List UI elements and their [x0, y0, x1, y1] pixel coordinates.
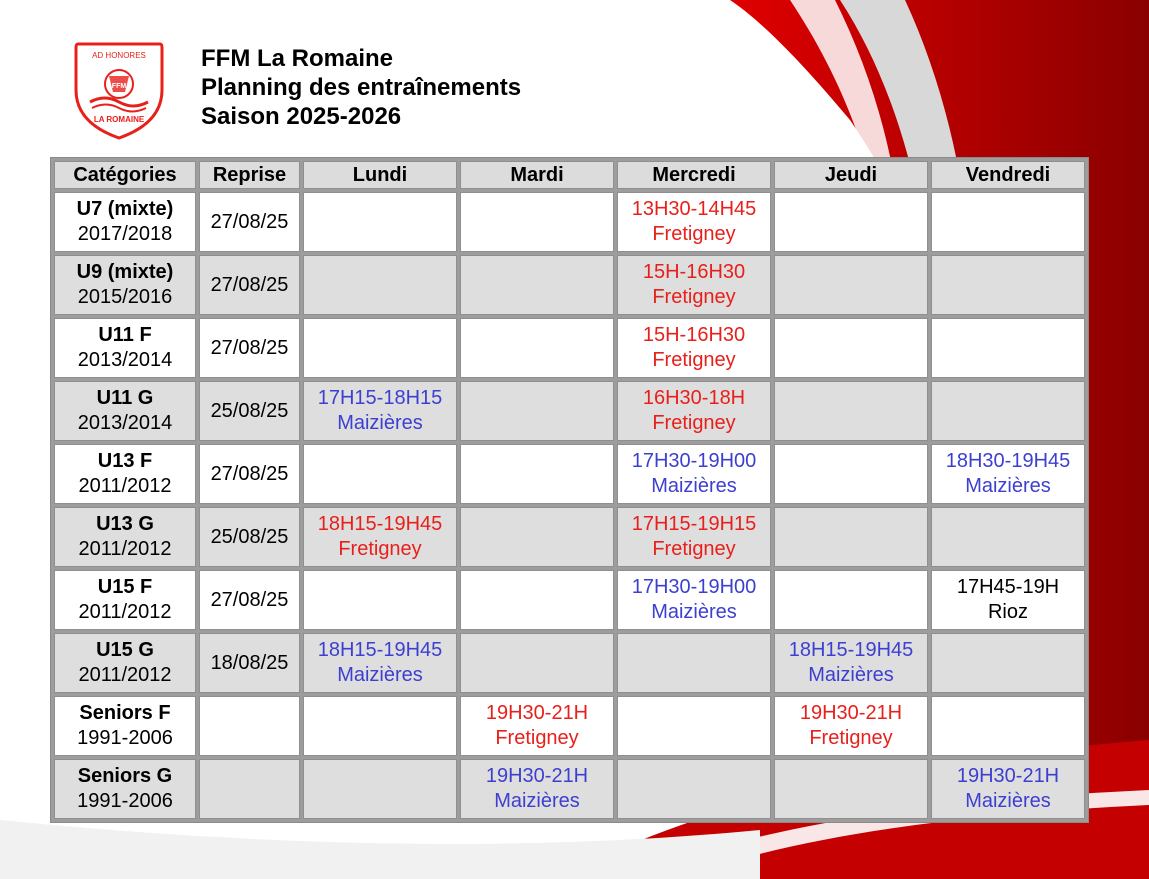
table-row: [54, 444, 1085, 504]
category-years: 2011/2012: [78, 475, 172, 497]
slot-time: 19H30-21H: [799, 702, 903, 724]
reprise-cell: 27/08/25: [199, 255, 300, 315]
col-header-mercredi: Mercredi: [617, 161, 771, 189]
slot-mercredi: [617, 633, 771, 693]
reprise-cell: 27/08/25: [199, 318, 300, 378]
season-label: Saison 2025-2026: [201, 103, 402, 130]
slot-time: 19H30-21H: [485, 702, 589, 724]
slot-mardi: [460, 759, 614, 819]
slot-time: 17H30-19H00: [631, 576, 757, 598]
reprise-cell: 27/08/25: [199, 570, 300, 630]
reprise-cell: 27/08/25: [199, 192, 300, 252]
table-row: [54, 759, 1085, 819]
category-cell: [54, 570, 196, 630]
category-cell: [54, 255, 196, 315]
slot-lundi: [303, 633, 457, 693]
slot-jeudi: [774, 255, 928, 315]
slot-mardi: [460, 255, 614, 315]
slot-vendredi: [931, 318, 1085, 378]
category-years: 2017/2018: [77, 223, 173, 245]
table-row: [54, 696, 1085, 756]
category-name: U11 G: [96, 387, 154, 409]
category-years: 2013/2014: [77, 412, 173, 434]
slot-place: Maizières: [808, 664, 894, 686]
slot-vendredi: [931, 255, 1085, 315]
slot-mercredi: [617, 255, 771, 315]
category-name: Seniors G: [77, 765, 173, 787]
col-header-jeudi: Jeudi: [774, 161, 928, 189]
table-row: [54, 507, 1085, 567]
slot-time: 16H30-18H: [642, 387, 746, 409]
reprise-cell: 25/08/25: [199, 381, 300, 441]
slot-mercredi: [617, 444, 771, 504]
slot-place: Maizières: [965, 790, 1051, 812]
reprise-cell: 27/08/25: [199, 444, 300, 504]
table-row: [54, 381, 1085, 441]
slot-place: Maizières: [651, 475, 737, 497]
slot-jeudi: [774, 570, 928, 630]
category-years: 1991-2006: [77, 727, 173, 749]
col-header-reprise: Reprise: [199, 161, 300, 189]
slot-vendredi: [931, 381, 1085, 441]
slot-vendredi: [931, 570, 1085, 630]
slot-vendredi: [931, 696, 1085, 756]
slot-place: Maizières: [494, 790, 580, 812]
club-logo: [70, 38, 168, 142]
slot-lundi: [303, 570, 457, 630]
slot-jeudi: [774, 192, 928, 252]
slot-place: Fretigney: [338, 538, 422, 560]
slot-time: 18H30-19H45: [945, 450, 1071, 472]
category-name: Seniors F: [79, 702, 171, 724]
slot-lundi: [303, 507, 457, 567]
category-years: 2015/2016: [77, 286, 173, 308]
slot-mardi: [460, 444, 614, 504]
col-header-lundi: Lundi: [303, 161, 457, 189]
table-row: [54, 633, 1085, 693]
slot-place: Fretigney: [809, 727, 893, 749]
club-name: FFM La Romaine: [201, 45, 394, 72]
col-header-vendredi: Vendredi: [931, 161, 1085, 189]
category-name: U13 F: [97, 450, 153, 472]
slot-time: 19H30-21H: [956, 765, 1060, 787]
table-row: [54, 570, 1085, 630]
reprise-cell: 25/08/25: [199, 507, 300, 567]
slot-time: 15H-16H30: [642, 261, 746, 283]
slot-vendredi: [931, 633, 1085, 693]
slot-mardi: [460, 507, 614, 567]
slot-time: 18H15-19H45: [317, 513, 443, 535]
reprise-cell: [199, 759, 300, 819]
slot-place: Maizières: [337, 412, 423, 434]
slot-mercredi: [617, 507, 771, 567]
category-years: 2013/2014: [77, 349, 173, 371]
slot-lundi: [303, 318, 457, 378]
category-years: 2011/2012: [78, 664, 172, 686]
slot-place: Fretigney: [652, 412, 736, 434]
slot-mardi: [460, 570, 614, 630]
slot-time: 17H15-18H15: [317, 387, 443, 409]
slot-time: 17H15-19H15: [631, 513, 757, 535]
slot-mercredi: [617, 570, 771, 630]
slot-lundi: [303, 255, 457, 315]
table-row: [54, 318, 1085, 378]
slot-time: 17H45-19H: [956, 576, 1060, 598]
reprise-cell: [199, 696, 300, 756]
table-header-row: [54, 161, 1085, 189]
slot-jeudi: [774, 633, 928, 693]
category-years: 2011/2012: [78, 601, 172, 623]
slot-place: Fretigney: [652, 349, 736, 371]
page-title: Planning des entraînements: [201, 74, 522, 101]
slot-lundi: [303, 192, 457, 252]
slot-mardi: [460, 633, 614, 693]
slot-mardi: [460, 192, 614, 252]
slot-time: 15H-16H30: [642, 324, 746, 346]
logo-bottom-text: LA ROMAINE: [93, 115, 145, 124]
slot-lundi: [303, 381, 457, 441]
slot-jeudi: [774, 318, 928, 378]
category-cell: [54, 192, 196, 252]
slot-time: 18H15-19H45: [317, 639, 443, 661]
category-name: U15 G: [96, 639, 154, 661]
category-name: U7 (mixte): [76, 198, 174, 220]
slot-lundi: [303, 444, 457, 504]
category-name: U11 F: [98, 324, 152, 346]
category-years: 1991-2006: [77, 790, 173, 812]
col-header-categories: Catégories: [54, 161, 196, 189]
slot-vendredi: [931, 759, 1085, 819]
slot-jeudi: [774, 759, 928, 819]
col-header-mardi: Mardi: [460, 161, 614, 189]
category-cell: [54, 696, 196, 756]
slot-place: Fretigney: [652, 538, 736, 560]
slot-jeudi: [774, 696, 928, 756]
slot-time: 18H15-19H45: [788, 639, 914, 661]
category-cell: [54, 381, 196, 441]
category-years: 2011/2012: [78, 538, 172, 560]
slot-mardi: [460, 318, 614, 378]
slot-mercredi: [617, 318, 771, 378]
reprise-cell: 18/08/25: [199, 633, 300, 693]
slot-lundi: [303, 759, 457, 819]
slot-vendredi: [931, 507, 1085, 567]
slot-mercredi: [617, 696, 771, 756]
slot-place: Fretigney: [652, 286, 736, 308]
slot-jeudi: [774, 444, 928, 504]
category-name: U13 G: [96, 513, 154, 535]
slot-place: Fretigney: [495, 727, 579, 749]
slot-time: 17H30-19H00: [631, 450, 757, 472]
slot-jeudi: [774, 507, 928, 567]
slot-place: Maizières: [337, 664, 423, 686]
slot-time: 19H30-21H: [485, 765, 589, 787]
slot-place: Fretigney: [652, 223, 736, 245]
logo-top-text: AD HONORES: [92, 51, 146, 60]
slot-place: Rioz: [987, 601, 1028, 623]
category-cell: [54, 318, 196, 378]
slot-jeudi: [774, 381, 928, 441]
logo-monogram: FFM: [111, 83, 127, 90]
slot-vendredi: [931, 192, 1085, 252]
category-cell: [54, 507, 196, 567]
slot-place: Maizières: [965, 475, 1051, 497]
slot-mardi: [460, 696, 614, 756]
category-cell: [54, 444, 196, 504]
header-block: [201, 44, 521, 131]
slot-mercredi: [617, 192, 771, 252]
category-cell: [54, 759, 196, 819]
slot-mardi: [460, 381, 614, 441]
slot-time: 13H30-14H45: [631, 198, 757, 220]
slot-mercredi: [617, 381, 771, 441]
category-cell: [54, 633, 196, 693]
category-name: U9 (mixte): [76, 261, 174, 283]
slot-vendredi: [931, 444, 1085, 504]
slot-mercredi: [617, 759, 771, 819]
slot-place: Maizières: [651, 601, 737, 623]
category-name: U15 F: [97, 576, 153, 598]
planning-table: [50, 157, 1089, 823]
table-row: [54, 192, 1085, 252]
slot-lundi: [303, 696, 457, 756]
table-row: [54, 255, 1085, 315]
